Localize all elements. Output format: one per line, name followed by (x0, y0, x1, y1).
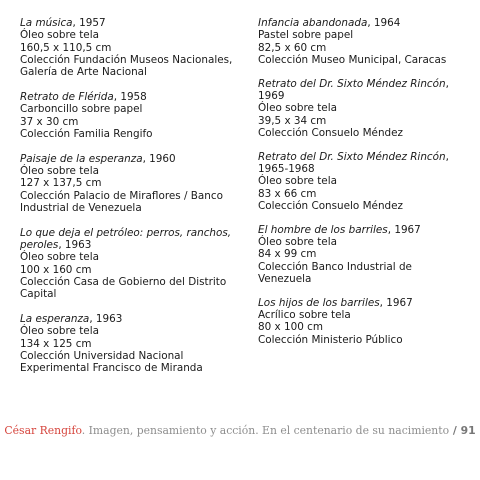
artwork-collection: Colección Universidad Nacional Experimental Francisco de Miranda (20, 349, 203, 375)
left-artwork-column (20, 17, 235, 387)
artwork-dimensions: 160,5 x 110,5 cm (20, 41, 112, 54)
artwork-medium: Óleo sobre tela (20, 325, 99, 338)
artwork-medium: Acrílico sobre tela (258, 308, 351, 321)
artwork-entry (258, 151, 463, 212)
footer-author: César Rengifo (4, 424, 82, 437)
artwork-title: Infancia abandonada (258, 17, 368, 29)
artwork-entry (20, 153, 235, 214)
artwork-year: , 1967 (387, 223, 421, 236)
page-footer (0, 424, 480, 437)
artwork-dimensions: 100 x 160 cm (20, 263, 92, 276)
artwork-dimensions: 82,5 x 60 cm (258, 41, 327, 54)
right-artwork-column (258, 17, 463, 357)
artwork-dimensions: 37 x 30 cm (20, 115, 79, 128)
artwork-dimensions: 84 x 99 cm (258, 248, 317, 261)
artwork-year: , 1957 (72, 17, 106, 29)
artwork-medium: Óleo sobre tela (258, 175, 337, 188)
artwork-dimensions: 80 x 100 cm (258, 321, 323, 334)
artwork-title: El hombre de los barriles (258, 223, 388, 236)
artwork-title: La esperanza (20, 312, 90, 325)
footer-page-separator: / (449, 424, 461, 437)
artwork-collection: Colección Casa de Gobierno del Distrito Capital (20, 275, 227, 301)
artwork-medium: Óleo sobre tela (20, 164, 99, 177)
page-number: 91 (460, 424, 476, 437)
artwork-entry (20, 17, 235, 78)
artwork-collection: Colección Consuelo Méndez (258, 199, 403, 212)
artwork-medium: Óleo sobre tela (258, 235, 337, 248)
artwork-collection: Colección Ministerio Público (258, 333, 403, 346)
artwork-collection: Colección Fundación Museos Nacionales, Galería de Arte Nacional (20, 53, 233, 79)
artwork-entry (20, 227, 235, 301)
artwork-year: , 1960 (142, 152, 176, 165)
artwork-entry (20, 313, 235, 374)
artwork-year: , 1963 (89, 312, 123, 325)
artwork-entry (258, 224, 463, 285)
artwork-year: , 1965-1968 (258, 150, 449, 175)
artwork-collection: Colección Consuelo Méndez (258, 126, 403, 139)
artwork-year: , 1964 (367, 17, 401, 29)
artwork-collection: Colección Museo Municipal, Caracas (258, 53, 447, 66)
artwork-medium: Óleo sobre tela (20, 29, 99, 42)
artwork-collection: Colección Familia Rengifo (20, 127, 153, 140)
artwork-title: Los hijos de los barriles (258, 296, 380, 309)
artwork-medium: Óleo sobre tela (258, 102, 337, 115)
artwork-medium: Pastel sobre papel (258, 29, 354, 42)
artwork-dimensions: 83 x 66 cm (258, 187, 317, 200)
artwork-entry (258, 78, 463, 139)
artwork-medium: Carboncillo sobre papel (20, 103, 143, 116)
artwork-medium: Óleo sobre tela (20, 251, 99, 264)
artwork-dimensions: 39,5 x 34 cm (258, 114, 327, 127)
artwork-dimensions: 127 x 137,5 cm (20, 177, 102, 190)
artwork-title: Lo que deja el petróleo: perros, ranchos, peroles (20, 226, 232, 251)
artwork-collection: Colección Palacio de Miraflores / Banco Industrial de Venezuela (20, 189, 223, 214)
artwork-year: , 1963 (58, 238, 92, 251)
artwork-dimensions: 134 x 125 cm (20, 337, 92, 350)
footer-book-title: . Imagen, pensamiento y acción. En el centenario de su nacimiento (81, 424, 450, 437)
artwork-year: , 1969 (258, 77, 449, 102)
artwork-title: Paisaje de la esperanza (20, 152, 143, 165)
artwork-title: Retrato de Flérida (20, 90, 114, 103)
artwork-collection: Colección Banco Industrial de Venezuela (258, 260, 412, 285)
artwork-title: Retrato del Dr. Sixto Méndez Rincón (258, 150, 446, 163)
artwork-year: , 1958 (113, 90, 147, 103)
artwork-entry (258, 17, 463, 66)
artwork-entry (20, 91, 235, 140)
artwork-year: , 1967 (379, 296, 413, 309)
artwork-title: Retrato del Dr. Sixto Méndez Rincón (258, 77, 446, 90)
artwork-title: La música (20, 17, 73, 29)
artwork-entry (258, 297, 463, 346)
